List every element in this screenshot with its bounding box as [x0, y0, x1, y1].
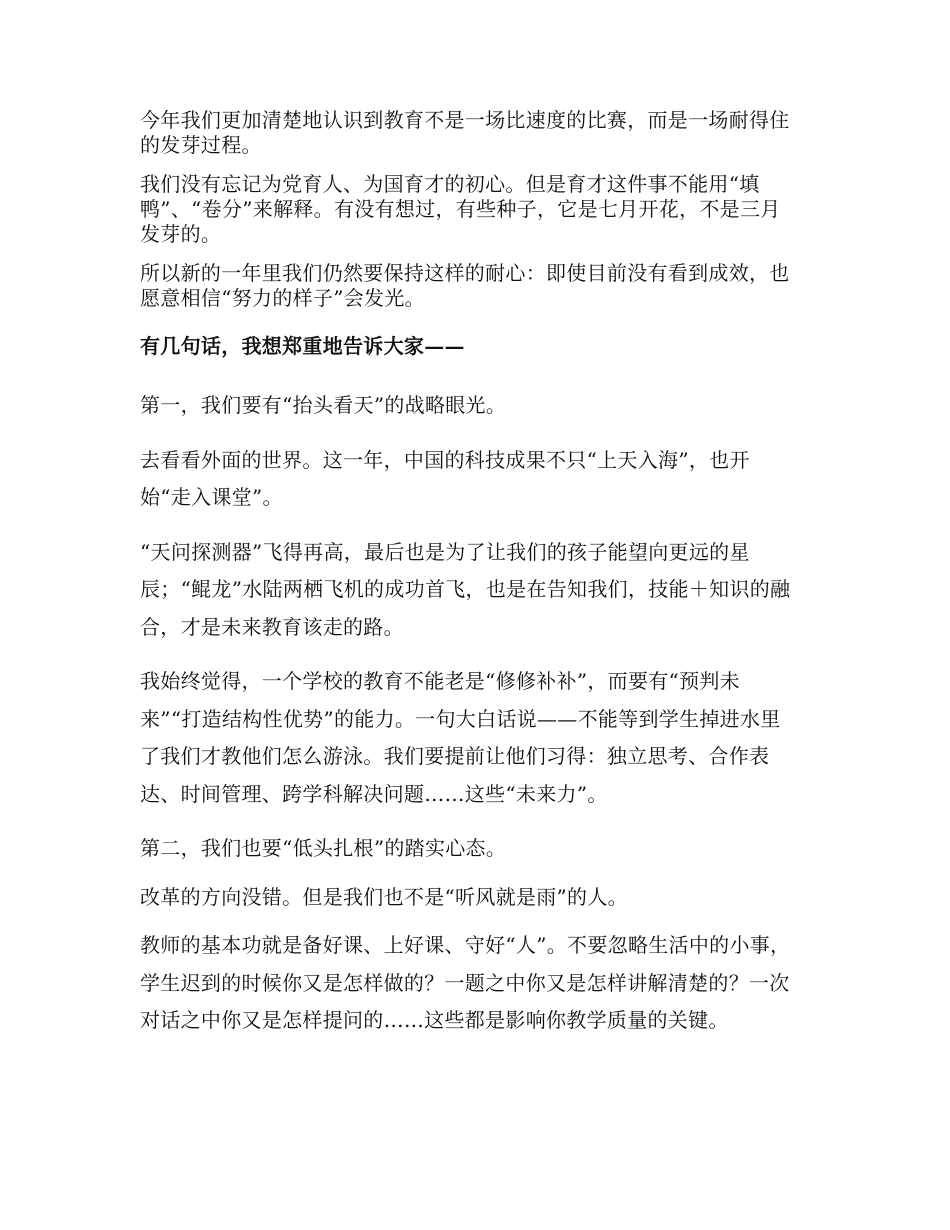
paragraph-3: 所以新的一年里我们仍然要保持这样的耐心：即使目前没有看到成效，也愿意相信“努力的样子”会发光。	[140, 261, 790, 310]
paragraph-1: 今年我们更加清楚地认识到教育不是一场比速度的比赛，而是一场耐得住的发芽过程。	[140, 108, 790, 157]
paragraph-6: 我始终觉得，一个学校的教育不能老是“修修补补”，而要有“预判未来”“打造结构性优势”的能力。一句大白话说——不能等到学生掉进水里了我们才教他们怎么游泳。我们要提前让他们习得：独立思考、合作表达、时间管理、跨学科解决问题……这些“未来力”。	[140, 669, 781, 806]
paragraph-8: 教师的基本功就是备好课、上好课、守好“人”。不要忽略生活中的小事，学生迟到的时候你又是怎样做的？一题之中你又是怎样讲解清楚的？一次对话之中你又是怎样提问的……这些都是影响你教学质量的关键。	[140, 933, 791, 1032]
paragraph-4: 去看看外面的世界。这一年，中国的科技成果不只“上天入海”，也开始“走入课堂”。	[140, 447, 750, 509]
paragraph-5: “天问探测器”飞得再高，最后也是为了让我们的孩子能望向更远的星辰；“鲲龙”水陆两栖飞机的成功首飞，也是在告知我们，技能＋知识的融合，才是未来教育该走的路。	[140, 539, 791, 639]
paragraph-first-point: 第一，我们要有“抬头看天”的战略眼光。	[140, 393, 507, 417]
paragraph-second-point: 第二，我们也要“低头扎根”的踏实心态。	[140, 836, 507, 860]
section-heading: 有几句话，我想郑重地告诉大家——	[140, 334, 465, 358]
paragraph-2: 我们没有忘记为党育人、为国育才的初心。但是育才这件事不能用“填鸭”、“卷分”来解释。有没有想过，有些种子，它是七月开花，不是三月发芽的。	[140, 172, 781, 246]
document-body	[140, 108, 800, 1040]
paragraph-7: 改革的方向没错。但是我们也不是“听风就是雨”的人。	[140, 884, 628, 909]
